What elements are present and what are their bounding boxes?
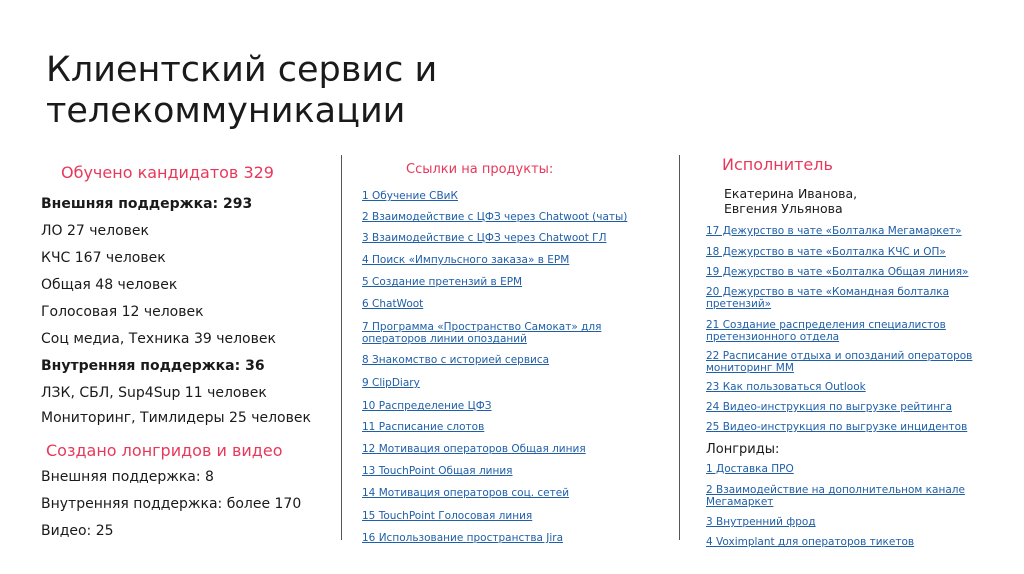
trained-stat: КЧС 167 человек	[41, 250, 166, 266]
slide-title	[46, 50, 546, 132]
product-link[interactable]: 13 TouchPoint Общая линия	[362, 465, 513, 477]
executor-link[interactable]: 17 Дежурство в чате «Болталка Мегамаркет»	[706, 225, 962, 237]
executor-link[interactable]: 19 Дежурство в чате «Болталка Общая линия»	[706, 266, 969, 278]
column-divider-left	[341, 155, 342, 540]
created-stat: Внутренняя поддержка: более 170	[41, 496, 302, 512]
title-line-1: Клиентский сервис и	[46, 50, 438, 90]
product-links-heading: Ссылки на продукты:	[406, 162, 554, 177]
longread-link[interactable]: 1 Доставка ПРО	[706, 463, 794, 475]
executor-link[interactable]: 21 Создание распределения специалистов претензионного отдела	[706, 319, 946, 343]
executor-name-2: Евгения Ульянова	[724, 201, 843, 216]
executor-link[interactable]: 18 Дежурство в чате «Болталка КЧС и ОП»	[706, 246, 946, 258]
product-link[interactable]: 6 ChatWoot	[362, 298, 424, 310]
product-link[interactable]: 1 Обучение СВиК	[362, 190, 458, 202]
trained-heading: Обучено кандидатов 329	[61, 163, 274, 182]
created-heading: Создано лонгридов и видео	[46, 441, 283, 460]
longread-link[interactable]: 3 Внутренний фрод	[706, 516, 816, 528]
product-link[interactable]: 14 Мотивация операторов соц. сетей	[362, 487, 570, 499]
product-link[interactable]: 9 ClipDiary	[362, 377, 420, 389]
executor-link[interactable]: 20 Дежурство в чате «Командная болталка претензий»	[706, 286, 950, 310]
trained-stat: Общая 48 человек	[41, 277, 178, 293]
executor-names	[724, 186, 1004, 216]
created-stat: Внешняя поддержка: 8	[41, 469, 214, 485]
trained-stat: ЛО 27 человек	[41, 223, 149, 239]
product-link[interactable]: 12 Мотивация операторов Общая линия	[362, 443, 586, 455]
executor-name-1: Екатерина Иванова,	[724, 186, 858, 201]
longread-link[interactable]: 4 Voximplant для операторов тикетов	[706, 536, 915, 548]
product-link[interactable]: 10 Распределение ЦФЗ	[362, 400, 492, 412]
product-link[interactable]: 16 Использование пространства Jira	[362, 532, 564, 544]
executor-heading: Исполнитель	[722, 155, 833, 174]
product-link[interactable]: 2 Взаимодействие с ЦФЗ через Chatwoot (чаты)	[362, 211, 628, 223]
trained-stat: Соц медиа, Техника 39 человек	[41, 331, 276, 347]
executor-link[interactable]: 25 Видео-инструкция по выгрузке инцидентов	[706, 421, 968, 433]
product-link[interactable]: 7 Программа «Пространство Самокат» для операторов линии опозданий	[362, 321, 602, 345]
product-link[interactable]: 15 TouchPoint Голосовая линия	[362, 510, 533, 522]
created-stat: Видео: 25	[41, 523, 114, 539]
trained-stat: Голосовая 12 человек	[41, 304, 204, 320]
executor-link[interactable]: 23 Как пользоваться Outlook	[706, 381, 866, 393]
trained-stat: ЛЗК, СБЛ, Sup4Sup 11 человек	[41, 385, 267, 401]
trained-stat: Внутренняя поддержка: 36	[41, 358, 265, 374]
executor-link[interactable]: 22 Расписание отдыха и опозданий операторов мониторинг ММ	[706, 350, 973, 374]
trained-stat: Мониторинг, Тимлидеры 25 человек	[41, 410, 311, 426]
title-line-2: телекоммуникации	[46, 91, 406, 131]
product-link[interactable]: 3 Взаимодействие с ЦФЗ через Chatwoot ГЛ	[362, 232, 607, 244]
product-link[interactable]: 8 Знакомство с историей сервиса	[362, 354, 550, 366]
executor-link[interactable]: 24 Видео-инструкция по выгрузке рейтинга	[706, 401, 953, 413]
longread-link[interactable]: 2 Взаимодействие на дополнительном канале Мегамаркет	[706, 484, 965, 508]
column-divider-right	[679, 155, 680, 540]
longreads-label: Лонгриды:	[706, 442, 780, 457]
product-link[interactable]: 5 Создание претензий в ЕРМ	[362, 276, 523, 288]
product-link[interactable]: 4 Поиск «Импульсного заказа» в ЕРМ	[362, 254, 570, 266]
trained-stat: Внешняя поддержка: 293	[41, 196, 253, 212]
product-link[interactable]: 11 Расписание слотов	[362, 421, 485, 433]
